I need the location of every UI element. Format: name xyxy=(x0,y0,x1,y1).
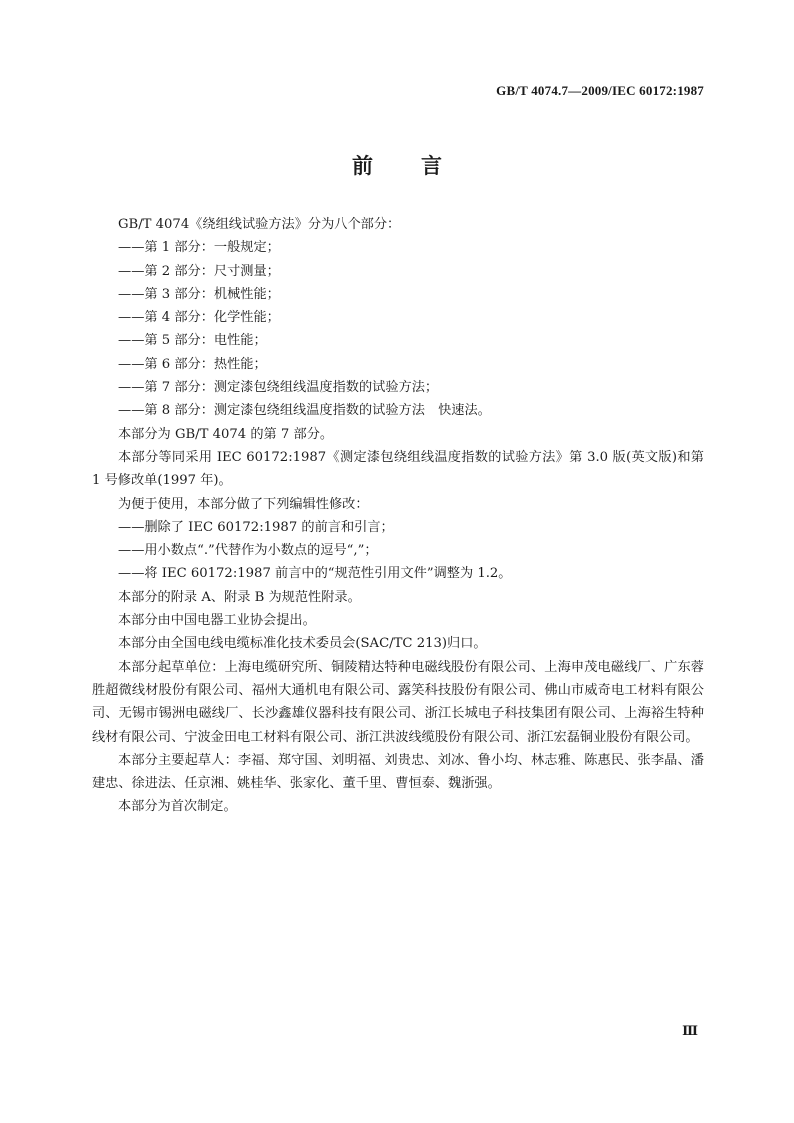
paragraph-first-edition: 本部分为首次制定。 xyxy=(118,799,237,815)
list-item-part-2: ——第 2 部分：尺寸测量； xyxy=(118,263,280,279)
list-item-part-8: ——第 8 部分：测定漆包绕组线温度指数的试验方法 快速法。 xyxy=(118,403,491,419)
list-item-edit-1: ——删除了 IEC 60172:1987 的前言和引言； xyxy=(118,519,394,535)
paragraph-proposer: 本部分由中国电器工业协会提出。 xyxy=(118,613,316,629)
list-item-part-7: ——第 7 部分：测定漆包绕组线温度指数的试验方法； xyxy=(118,380,439,396)
list-item-part-6: ——第 6 部分：热性能； xyxy=(118,356,267,372)
paragraph-part-number: 本部分为 GB/T 4074 的第 7 部分。 xyxy=(118,426,334,442)
foreword-body xyxy=(92,213,704,819)
paragraph-drafters: 本部分主要起草人：李福、郑守国、刘明福、刘贵忠、刘冰、鲁小均、林志雅、陈惠民、张李晶、潘建忠、徐进法、任京湘、姚桂华、张家化、董千里、曹恒泰、魏浙强。 xyxy=(92,752,704,792)
paragraph-technical-committee: 本部分由全国电线电缆标准化技术委员会(SAC/TC 213)归口。 xyxy=(118,636,487,652)
list-item-edit-3: ——将 IEC 60172:1987 前言中的“规范性引用文件”调整为 1.2。 xyxy=(118,566,512,582)
list-item-part-4: ——第 4 部分：化学性能； xyxy=(118,310,280,326)
paragraph-intro: GB/T 4074《绕组线试验方法》分为八个部分： xyxy=(118,217,401,232)
paragraph-equivalence: 本部分等同采用 IEC 60172:1987《测定漆包绕组线温度指数的试验方法》第 3.0 版(英文版)和第 1 号修改单(1997 年)。 xyxy=(92,449,704,489)
page-title: 前言 xyxy=(352,153,490,178)
standard-code: GB/T 4074.7—2009/IEC 60172:1987 xyxy=(496,83,704,98)
page-number: Ⅲ xyxy=(682,1023,698,1038)
paragraph-drafting-units: 本部分起草单位：上海电缆研究所、铜陵精达特种电磁线股份有限公司、上海申茂电磁线厂、广东蓉胜超微线材股份有限公司、福州大通机电有限公司、露笑科技股份有限公司、佛山市威奇电工材料有限公司、无锡市锡洲电磁线厂、长沙鑫雄仪器科技有限公司、浙江长城电子科技集团有限公司、上海裕生特种线材有限公司、宁波金田电工材料有限公司、浙江洪波线缆股份有限公司、浙江宏磊铜业股份有限公司。 xyxy=(92,659,704,745)
list-item-part-5: ——第 5 部分：电性能； xyxy=(118,333,267,349)
paragraph-annexes: 本部分的附录 A、附录 B 为规范性附录。 xyxy=(118,589,361,605)
list-item-part-3: ——第 3 部分：机械性能； xyxy=(118,286,280,302)
list-item-part-1: ——第 1 部分：一般规定； xyxy=(118,240,280,256)
list-item-edit-2: ——用小数点“.”代替作为小数点的逗号“,”； xyxy=(118,543,378,559)
paragraph-edits-intro: 为便于使用，本部分做了下列编辑性修改： xyxy=(118,496,369,512)
